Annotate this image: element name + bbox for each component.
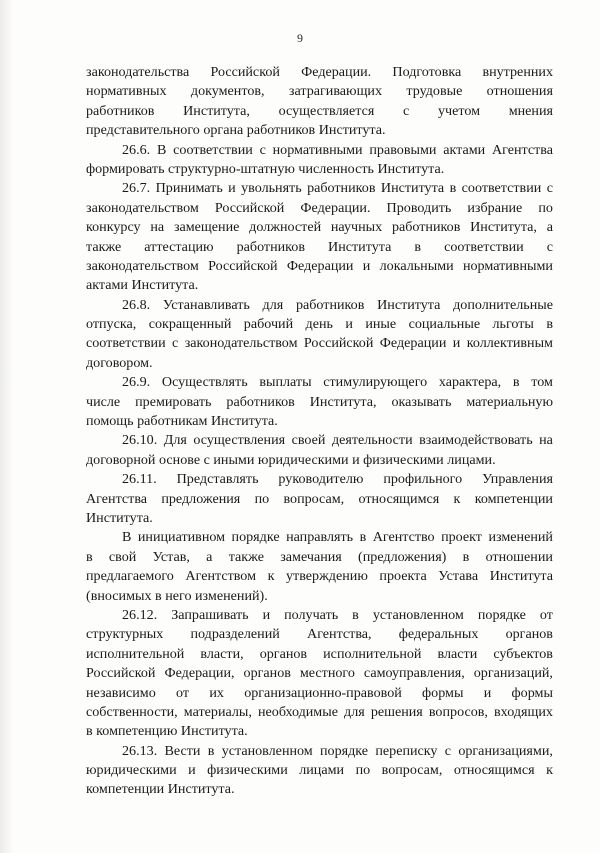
text-line: помощь работникам Института. [86,413,278,430]
text-line: конкурсу на замещение должностей научных работников Института, а [86,219,553,236]
document-body [86,63,553,800]
text-line: 26.10. Для осуществления своей деятельности взаимодействовать на [122,432,553,449]
text-line: представительного органа работников Института. [86,122,386,139]
text-line: компетенции Института. [86,781,235,798]
text-line: 26.6. В соответствии с нормативными правовыми актами Агентства [122,141,553,158]
paragraph-p26-9 [86,373,553,431]
text-line: Института. [86,509,153,526]
text-line: актами Института. [86,277,199,294]
text-line: Агентства предложения по вопросам, относящимся к компетенции [86,490,553,507]
text-line: Российской Федерации, органов местного самоуправления, организаций, [86,665,553,682]
text-line: 26.13. Вести в установленном порядке переписку с организациями, [122,742,553,759]
text-line: в свой Устав, а также замечания (предложения) в отношении [86,548,553,565]
paragraph-p26-6 [86,141,553,180]
text-line: 26.9. Осуществлять выплаты стимулирующего характера, в том [122,374,553,391]
text-line: структурных подразделений Агентства, федеральных органов [86,626,553,643]
text-line: соответствии с законодательством Российской Федерации и коллективным [86,335,553,352]
text-line: числе премировать работников Института, оказывать материальную [86,393,553,410]
page-edge-shadow [0,0,14,853]
text-line: независимо от их организационно-правовой формы и формы [86,684,553,701]
text-line: 26.8. Устанавливать для работников Института дополнительные [122,296,553,313]
text-line: 26.7. Принимать и увольнять работников Института в соответствии с [122,180,553,197]
text-line: собственности, материалы, необходимые для решения вопросов, входящих [86,703,553,720]
text-line: (вносимых в него изменений). [86,587,268,604]
text-line: 26.11. Представлять руководителю профильного Управления [122,471,553,488]
text-line: также аттестацию работников Института в соответствии с [86,238,553,255]
text-line: законодательством Российской Федерации. Проводить избрание по [86,199,553,216]
text-line: 26.12. Запрашивать и получать в установленном порядке от [122,606,553,623]
text-line: предлагаемого Агентством к утверждению проекта Устава Института [86,568,553,585]
text-line: формировать структурно-штатную численность Института. [86,160,445,177]
text-line: исполнительной власти, органов исполнительной власти субъектов [86,645,553,662]
text-line: договором. [86,354,153,371]
text-line: отпуска, сокращенный рабочий день и иные социальные льготы в [86,316,553,333]
paragraph-p26-8 [86,296,553,374]
text-line: нормативных документов, затрагивающих трудовые отношения [86,83,553,100]
text-line: договорной основе с иными юридическими и физическими лицами. [86,451,496,468]
paragraph-intro [86,63,553,141]
text-line: юридическими и физическими лицами по вопросам, относящимся к [86,762,553,779]
text-line: В инициативном порядке направлять в Агентство проект изменений [122,529,553,546]
page-number: 9 [297,31,303,45]
paragraph-p26-12 [86,606,553,742]
text-line: законодательством Российской Федерации и локальными нормативными [86,257,553,274]
paragraph-p26-10 [86,431,553,470]
paragraph-p26-11b [86,528,553,606]
paragraph-p26-7 [86,179,553,295]
text-line: в компетенцию Института. [86,723,248,740]
text-line: законодательства Российской Федерации. Подготовка внутренних [86,64,553,80]
paragraph-p26-11 [86,470,553,528]
text-line: работников Института, осуществляется с учетом мнения [86,102,553,119]
paragraph-p26-13 [86,742,553,800]
